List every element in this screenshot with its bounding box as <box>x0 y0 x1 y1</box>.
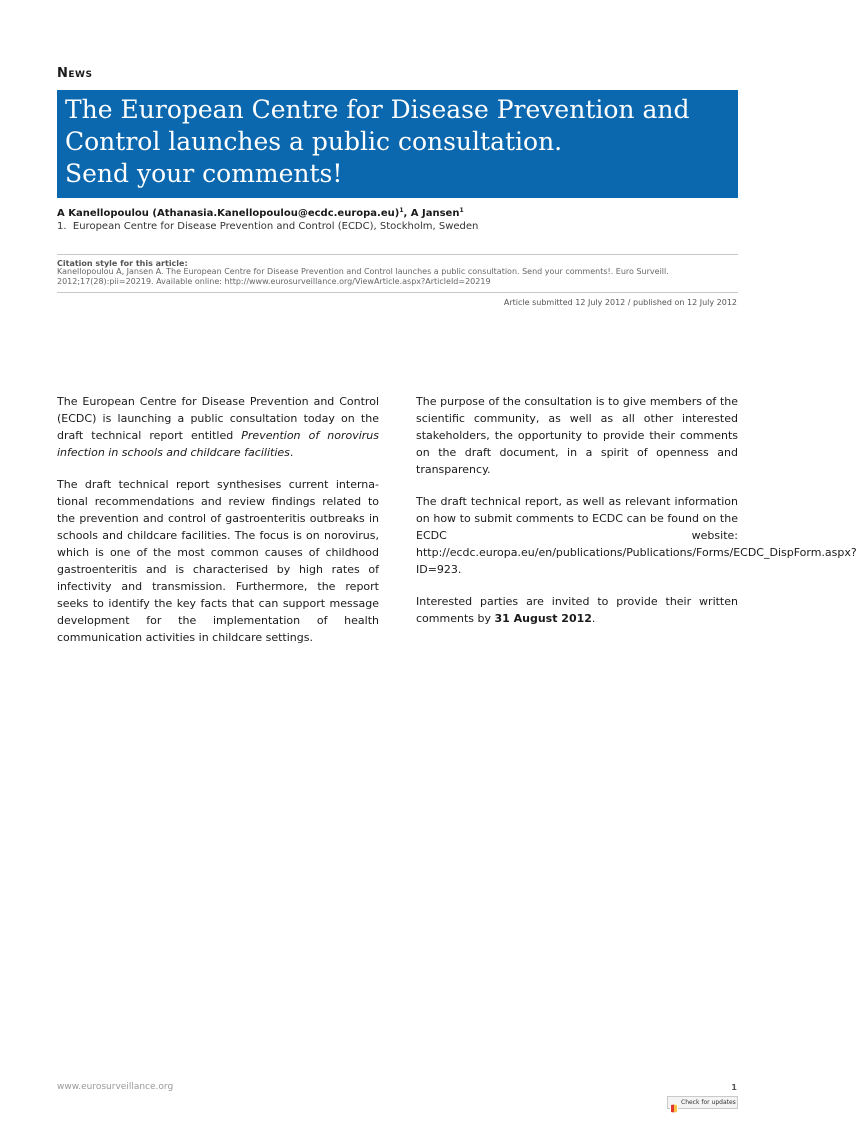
article-title-line-2: Control launches a public consultation. <box>65 127 563 156</box>
author-2: A Jansen <box>410 208 460 219</box>
affiliation: 1. European Centre for Disease Prevention and Control (ECDC), Stockholm, Sweden <box>57 221 479 232</box>
left-p1-text: The European Centre for Disease Prevention and Control (ECDC) is launching a public consultation today on the draft technical report entitled <box>57 395 379 442</box>
footer-url[interactable]: www.eurosurveillance.org <box>57 1082 174 1092</box>
author-separator: , <box>403 208 411 219</box>
right-p3-end: . <box>591 612 596 625</box>
citation-line-1: Kanellopoulou A, Jansen A. The European Centre for Disease Prevention and Control launches a public consultation. Send your comments!. Euro Surveill. <box>57 267 669 276</box>
article-title-banner <box>57 90 738 198</box>
author-1[interactable]: A Kanellopoulou (Athanasia.Kanellopoulou@ecdc.europa.eu) <box>57 208 400 219</box>
citation-heading: Citation style for this article: <box>57 259 188 268</box>
article-title-line-3: Send your comments! <box>65 159 343 188</box>
article-title-line-1: The European Centre for Disease Prevention and <box>65 95 690 124</box>
section-label: News <box>57 66 93 81</box>
citation-line-2[interactable]: 2012;17(28):pii=20219. Available online: http://www.eurosurveillance.org/ViewArticle.aspx?ArticleId=20219 <box>57 277 491 286</box>
left-paragraph-1 <box>57 393 379 461</box>
left-column <box>57 393 379 661</box>
citation-bottom-divider <box>57 292 738 293</box>
right-column <box>416 393 857 642</box>
right-p3-text: Interested parties are invited to provide their written comments by <box>416 595 738 625</box>
check-for-updates-button[interactable] <box>667 1096 738 1109</box>
right-paragraph-2[interactable]: The draft technical report, as well as relevant information on how to submit comments to ECDC can be found on the ECDC website: http://ecdc.europa.eu/en/publications/Publications/Forms/ECDC_DispForm.aspx?ID=923. <box>416 495 857 576</box>
author-2-affiliation-mark: 1 <box>459 207 464 214</box>
left-paragraph-2: The draft technical report synthesises current international recommendations and review findings related to the prevention and control of gastroenteritis outbreaks in schools and childcare facilities. The focus is on norovirus, which is one of the most common causes of childhood gastroenteritis and is characterised by high rates of infectivity and transmission. Furthermore, the report seeks to identify the key facts that can support message development for the implementation of health communication activities in childcare settings. <box>57 478 379 644</box>
page-number: 1 <box>731 1083 737 1092</box>
report-title-italic: Prevention of norovirus infection in schools and childcare facilities <box>57 429 379 459</box>
right-paragraph-3 <box>416 593 738 627</box>
citation-text <box>57 267 738 287</box>
author-1-affiliation-mark: 1 <box>399 207 404 214</box>
submission-dates: Article submitted 12 July 2012 / published on 12 July 2012 <box>503 298 737 307</box>
author-list <box>57 208 464 219</box>
deadline-date: 31 August 2012 <box>494 612 592 625</box>
crossmark-icon <box>670 1098 678 1107</box>
right-paragraph-1: The purpose of the consultation is to give members of the scientific community, as well as all other interested stakeholders, the opportunity to provide their comments on the draft document, in a spirit of openness and transparency. <box>416 395 738 476</box>
left-p1-end: . <box>289 446 294 459</box>
check-for-updates-label: Check for updates <box>681 1099 736 1106</box>
citation-top-divider <box>57 254 738 255</box>
